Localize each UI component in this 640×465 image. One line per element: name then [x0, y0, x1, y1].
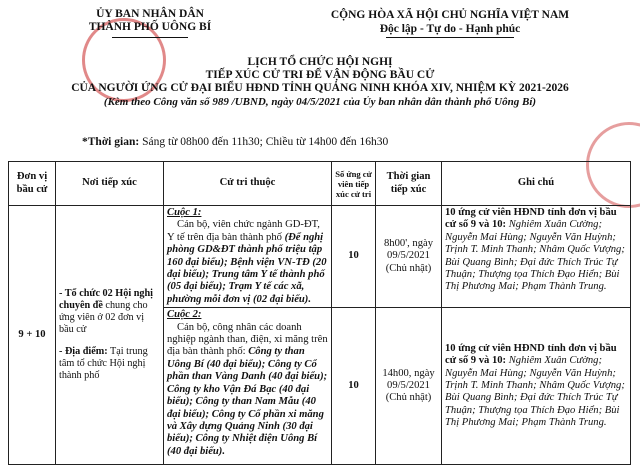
col-header-venue: Nơi tiếp xúc — [56, 162, 164, 206]
schedule-table — [8, 161, 631, 465]
notes-names: Nghiêm Xuân Cường; Nguyễn Mai Hùng; Nguyễn Văn Huỳnh; Trịnh T. Minh Thanh; Nhâm Quốc Vượng; Bùi Quang Bình; Đại đức Thích Trúc Tự Thuận; Thượng tọa Thích Đạo Hiển; Bùi Thị Phương Mai; Phạm Thành Trung. — [445, 355, 625, 429]
time-label: *Thời gian: — [82, 136, 140, 148]
case-label: Cuộc 2: — [167, 309, 202, 321]
table-row — [9, 206, 631, 308]
notes-summary: 10 ứng cử viên HĐND tỉnh đơn vị bầu cử số 9 và 10: — [445, 342, 617, 367]
time-value: Sáng từ 08h00 đến 11h30; Chiều từ 14h00 đến 16h30 — [139, 136, 389, 148]
voters-cell — [164, 206, 332, 308]
notes-summary: 10 ứng cử viên HĐND tỉnh đơn vị bầu cử số 9 và 10: — [445, 207, 617, 231]
venue-item-2-label: - Địa điểm: — [59, 346, 108, 358]
venue-item-1: - Tổ chức 02 Hội nghị chuyên đề — [59, 288, 153, 312]
notes-cell — [442, 308, 631, 465]
notes-cell — [442, 206, 631, 308]
meeting-time — [82, 136, 388, 148]
agency-line-1: ỦY BAN NHÂN DÂN — [96, 8, 204, 20]
motto: Độc lập - Tự do - Hạnh phúc — [379, 23, 521, 35]
voters-detail: Công ty than Uông Bí (40 đại biểu); Công ty Cổ phần than Vàng Danh (40 đại biểu); Công ty kho Vận Đá Bạc (40 đại biểu); Công ty than Nam Mẫu (40 đại biểu); Công ty Cổ phần xi măng và Xây dựng Quảng Ninh (30 đại biểu); Công ty Nhiệt điện Uông Bí (40 đại biểu). — [167, 346, 328, 457]
unit-cell: 9 + 10 — [9, 206, 56, 465]
col-header-voters: Cử tri thuộc — [164, 162, 332, 206]
case-label: Cuộc 1: — [167, 207, 202, 218]
notes-names: Nghiêm Xuân Cường; Nguyễn Mai Hùng; Nguyễn Văn Huỳnh; Trịnh T. Minh Thanh; Nhâm Quốc Vượng; Bùi Quang Bình; Đại đức Thích Trúc Tự Thuận; Thượng tọa Thích Đạo Hiển; Bùi Thị Phương Mai; Phạm Thành Trung. — [445, 219, 625, 293]
issuing-agency — [40, 8, 260, 34]
count-cell: 10 — [332, 308, 376, 465]
voters-detail: (Để nghị phòng GD&ĐT thành phố triệu tập 160 đại biểu); Bệnh viện VN-TĐ (20 đại biểu); Trung tâm Y tế thành phố (05 đại biểu); Trạm Y tế các xã, phường mỗi đơn vị (02 đại biểu). — [167, 231, 327, 305]
agency-line-2: THÀNH PHỐ UÔNG BÍ — [88, 21, 212, 33]
doc-title-3: CỦA NGƯỜI ỨNG CỬ ĐẠI BIỂU HĐND TỈNH QUẢNG NINH KHÓA XIV, NHIỆM KỲ 2021-2026 — [71, 82, 569, 94]
venue-cell — [56, 206, 164, 465]
time-cell: 8h00', ngày 09/5/2021 (Chủ nhật) — [376, 206, 442, 308]
col-header-count: Số ứng cử viên tiếp xúc cử tri — [332, 162, 376, 206]
count-cell: 10 — [332, 206, 376, 308]
col-header-unit: Đơn vị bầu cử — [9, 162, 56, 206]
doc-title-4: (Kèm theo Công văn số 989 /UBND, ngày 04/5/2021 của Ủy ban nhân dân thành phố Uông Bí) — [103, 96, 537, 108]
voters-text: Cán bộ, viên chức ngành GD-ĐT, Y tế trên địa bàn thành phố — [167, 219, 320, 243]
time-cell: 14h00, ngày 09/5/2021 (Chủ nhật) — [376, 308, 442, 465]
table-header-row — [9, 162, 631, 206]
venue-item-2-rest: Tại trung tâm tổ chức Hội nghị thành phố — [59, 346, 148, 382]
voters-cell — [164, 308, 332, 465]
col-header-notes: Ghi chú — [442, 162, 631, 206]
national-header — [300, 8, 600, 36]
venue-item-1-rest: chung cho ứng viên ở 02 đơn vị bầu cử — [59, 300, 148, 336]
agency-underline — [112, 37, 188, 38]
doc-title-1: LỊCH TỔ CHỨC HỘI NGHỊ — [247, 56, 393, 68]
col-header-time: Thời gian tiếp xúc — [376, 162, 442, 206]
doc-title-2: TIẾP XÚC CỬ TRI ĐỂ VẬN ĐỘNG BẦU CỬ — [205, 69, 435, 81]
nation-name: CỘNG HÒA XÃ HỘI CHỦ NGHĨA VIỆT NAM — [330, 9, 570, 21]
motto-underline — [386, 37, 514, 38]
voters-text: Cán bộ, công nhân các doanh nghiệp ngành than, điện, xi măng trên địa bàn thành phố: — [167, 321, 328, 358]
